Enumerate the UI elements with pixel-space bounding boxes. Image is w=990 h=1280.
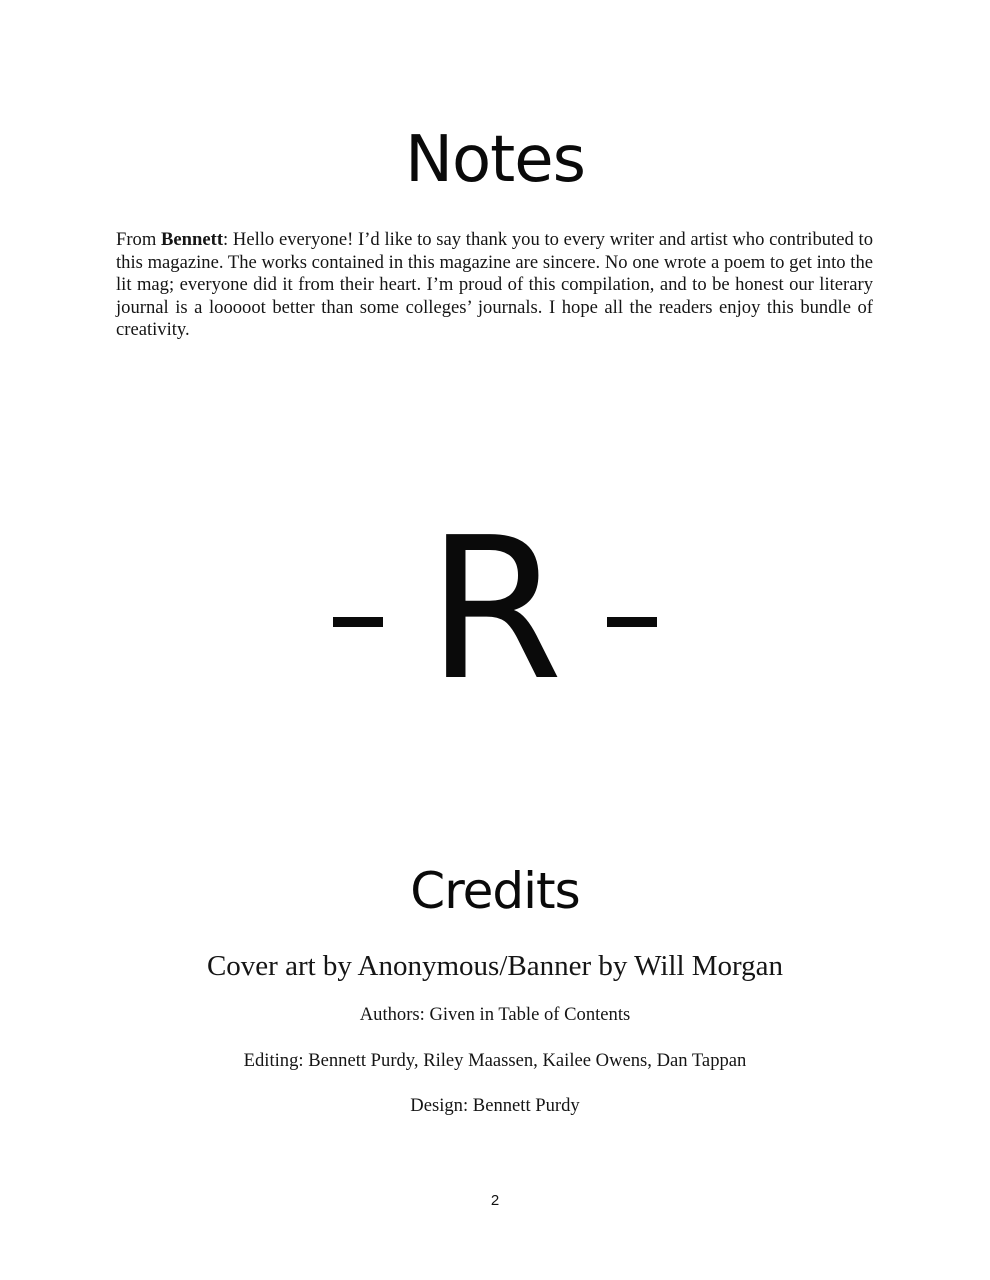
logo-right-dash bbox=[607, 617, 657, 627]
notes-heading: Notes bbox=[405, 123, 585, 197]
page-number: 2 bbox=[490, 1192, 500, 1209]
design-credit: Design: Bennett Purdy bbox=[410, 1095, 580, 1116]
credits-heading: Credits bbox=[410, 862, 580, 920]
authors-credit: Authors: Given in Table of Contents bbox=[359, 1004, 631, 1025]
r-logo-mark bbox=[0, 496, 990, 724]
logo-left-dash bbox=[333, 617, 383, 627]
notes-from-label: From bbox=[116, 229, 162, 250]
notes-author-name: Bennett bbox=[161, 229, 224, 250]
editing-credit: Editing: Bennett Purdy, Riley Maassen, Kailee Owens, Dan Tappan bbox=[243, 1050, 747, 1071]
logo-letter-r: R bbox=[426, 496, 564, 724]
notes-paragraph bbox=[116, 229, 873, 342]
notes-body-text: : Hello everyone! I’d like to say thank you to every writer and artist who contributed to this magazine. The works contained in this magazine are sincere. No one wrote a poem to get into the lit mag; everyone did it from their heart. I’m proud of this compilation, and to be honest our literary journal is a looooot better than some colleges’ journals. I hope all the readers enjoy this bundle of creativity. bbox=[116, 229, 873, 341]
cover-art-credit: Cover art by Anonymous/Banner by Will Morgan bbox=[206, 950, 784, 982]
